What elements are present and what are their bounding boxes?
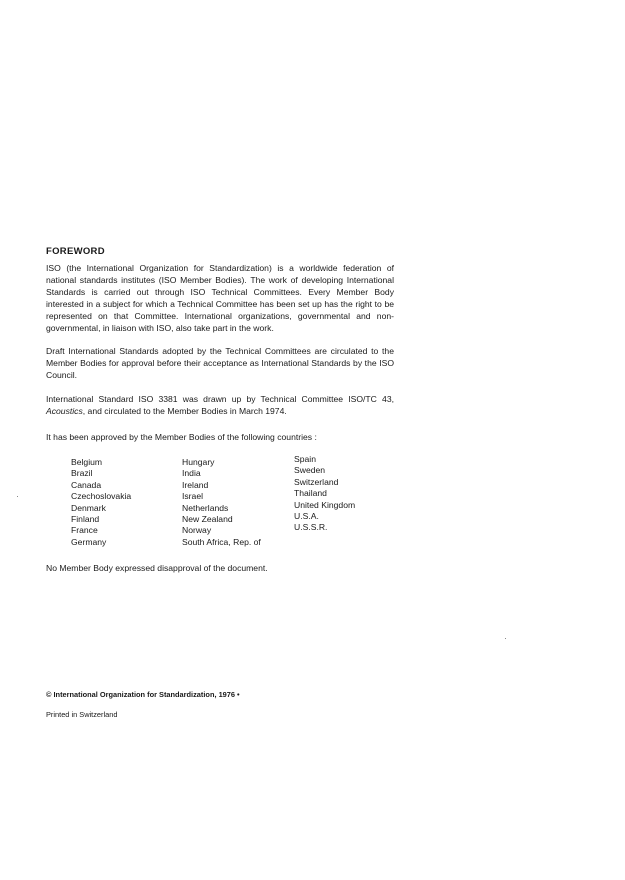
committee-title: Acoustics: [46, 405, 83, 416]
country-item: Hungary: [182, 457, 215, 467]
country-item: Sweden: [294, 465, 326, 476]
country-item: Thailand: [294, 488, 327, 499]
country-column-2: [182, 457, 261, 548]
country-item: Switzerland: [294, 476, 339, 487]
country-item: Spain: [294, 454, 316, 464]
scan-speck: [505, 638, 506, 639]
country-item: Denmark: [71, 502, 106, 513]
foreword-paragraph-drafts: Draft International Standards adopted by the Technical Committees are circulated to the Member Bodies for approval before their acceptance as International Standards by the ISO Council.: [46, 346, 394, 380]
country-item: Ireland: [182, 479, 209, 490]
copyright-notice: © International Organization for Standardization, 1976 •: [46, 690, 240, 699]
country-item: United Kingdom: [294, 499, 356, 510]
country-item: South Africa, Rep. of: [182, 536, 261, 547]
country-item: Brazil: [71, 468, 93, 479]
country-item: New Zealand: [182, 514, 233, 525]
country-item: Israel: [182, 491, 204, 502]
country-item: U.S.S.R.: [294, 522, 328, 533]
country-column-1: [71, 457, 131, 548]
foreword-heading: FOREWORD: [46, 246, 105, 257]
foreword-paragraph-approval: It has been approved by the Member Bodies of the following countries :: [46, 432, 317, 442]
country-item: Netherlands: [182, 502, 229, 513]
country-item: Czechoslovakia: [71, 491, 132, 502]
country-item: U.S.A.: [294, 511, 319, 522]
printed-location: Printed in Switzerland: [46, 710, 118, 719]
foreword-paragraph-standard: International Standard ISO 3381 was drawn up by Technical Committee ISO/TC 43, Acoustics, and circulated to the Member Bodies in March 1974.: [46, 394, 394, 416]
country-item: Canada: [71, 479, 102, 490]
foreword-closing: No Member Body expressed disapproval of the document.: [46, 563, 268, 573]
country-item: Germany: [71, 536, 107, 547]
country-item: Finland: [71, 514, 100, 525]
foreword-paragraph-iso: ISO (the International Organization for Standardization) is a worldwide federation of national standards institutes (ISO Member Bodies). The work of developing International Standards is carried out through ISO Technical Committees. Every Member Body interested in a subject for which a Technical Committee has been set up has the right to be represented on that Committee. International organizations, governmental and non-governmental, in liaison with ISO, also take part in the work.: [46, 263, 394, 333]
country-list: [71, 454, 401, 557]
country-column-3: [294, 454, 355, 534]
country-item: Norway: [182, 525, 212, 536]
scan-speck: [17, 496, 18, 497]
country-item: France: [71, 525, 98, 536]
country-item: India: [182, 468, 201, 479]
country-item: Belgium: [71, 457, 103, 467]
